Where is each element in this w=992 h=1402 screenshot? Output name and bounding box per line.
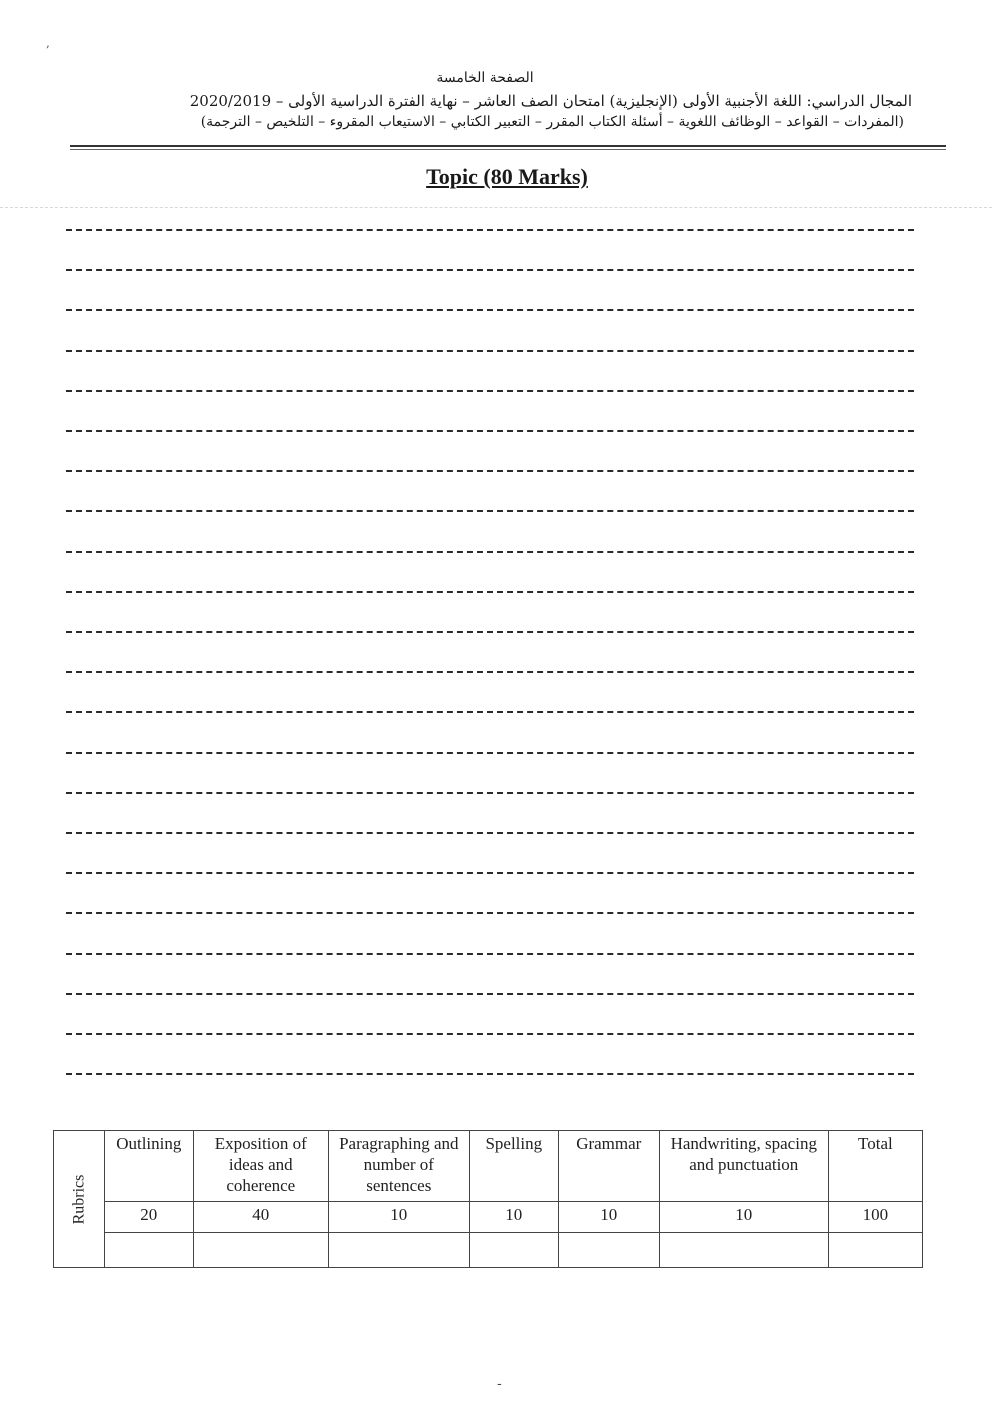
score-total[interactable] xyxy=(828,1233,922,1268)
header-exposition: Exposition of ideas and coherence xyxy=(193,1131,328,1202)
rubrics-label: Rubrics xyxy=(70,1174,88,1225)
writing-line[interactable] xyxy=(66,591,914,593)
header-total: Total xyxy=(828,1131,922,1202)
writing-line[interactable] xyxy=(66,229,914,231)
writing-line[interactable] xyxy=(66,872,914,874)
writing-line[interactable] xyxy=(66,671,914,673)
marks-paragraphing: 10 xyxy=(328,1202,469,1233)
header-outlining: Outlining xyxy=(104,1131,193,1202)
writing-line[interactable] xyxy=(66,470,914,472)
marks-spelling: 10 xyxy=(469,1202,558,1233)
writing-line[interactable] xyxy=(66,350,914,352)
writing-line[interactable] xyxy=(66,953,914,955)
writing-line[interactable] xyxy=(66,993,914,995)
marks-exposition: 40 xyxy=(193,1202,328,1233)
writing-line[interactable] xyxy=(66,912,914,914)
writing-line[interactable] xyxy=(66,269,914,271)
marks-outlining: 20 xyxy=(104,1202,193,1233)
score-exposition[interactable] xyxy=(193,1233,328,1268)
topic-title: Topic (80 Marks) xyxy=(426,164,588,189)
faint-rule xyxy=(0,207,992,208)
writing-line[interactable] xyxy=(66,390,914,392)
header-rule xyxy=(70,145,946,150)
writing-line[interactable] xyxy=(66,1033,914,1035)
writing-line[interactable] xyxy=(66,309,914,311)
score-outlining[interactable] xyxy=(104,1233,193,1268)
writing-line[interactable] xyxy=(66,551,914,553)
writing-line[interactable] xyxy=(66,832,914,834)
header-paragraphing: Paragraphing and number of sentences xyxy=(328,1131,469,1202)
corner-mark: , xyxy=(46,36,50,50)
marks-grammar: 10 xyxy=(558,1202,659,1233)
header-handwriting: Handwriting, spacing and punctuation xyxy=(659,1131,828,1202)
marks-handwriting: 10 xyxy=(659,1202,828,1233)
score-paragraphing[interactable] xyxy=(328,1233,469,1268)
page-label: الصفحة الخامسة xyxy=(436,70,534,86)
page-mark: - xyxy=(497,1376,502,1392)
rubrics-label-cell xyxy=(54,1131,105,1268)
header-grammar: Grammar xyxy=(558,1131,659,1202)
writing-line[interactable] xyxy=(66,1073,914,1075)
writing-line[interactable] xyxy=(66,711,914,713)
header-spelling: Spelling xyxy=(469,1131,558,1202)
writing-line[interactable] xyxy=(66,510,914,512)
rubric-table xyxy=(53,1130,923,1268)
score-spelling[interactable] xyxy=(469,1233,558,1268)
writing-line[interactable] xyxy=(66,631,914,633)
writing-line[interactable] xyxy=(66,752,914,754)
score-grammar[interactable] xyxy=(558,1233,659,1268)
topics-line: (المفردات – القواعد – الوظائف اللغوية – أسئلة الكتاب المقرر – التعبير الكتابي – الاستيعاب المقروء – التلخيص – الترجمة) xyxy=(200,114,904,130)
subject-line: المجال الدراسي: اللغة الأجنبية الأولى (الإنجليزية) امتحان الصف العاشر – نهاية الفترة الدراسية الأولى – 2020/2019 xyxy=(189,92,912,110)
writing-line[interactable] xyxy=(66,430,914,432)
writing-line[interactable] xyxy=(66,792,914,794)
marks-total: 100 xyxy=(828,1202,922,1233)
score-handwriting[interactable] xyxy=(659,1233,828,1268)
